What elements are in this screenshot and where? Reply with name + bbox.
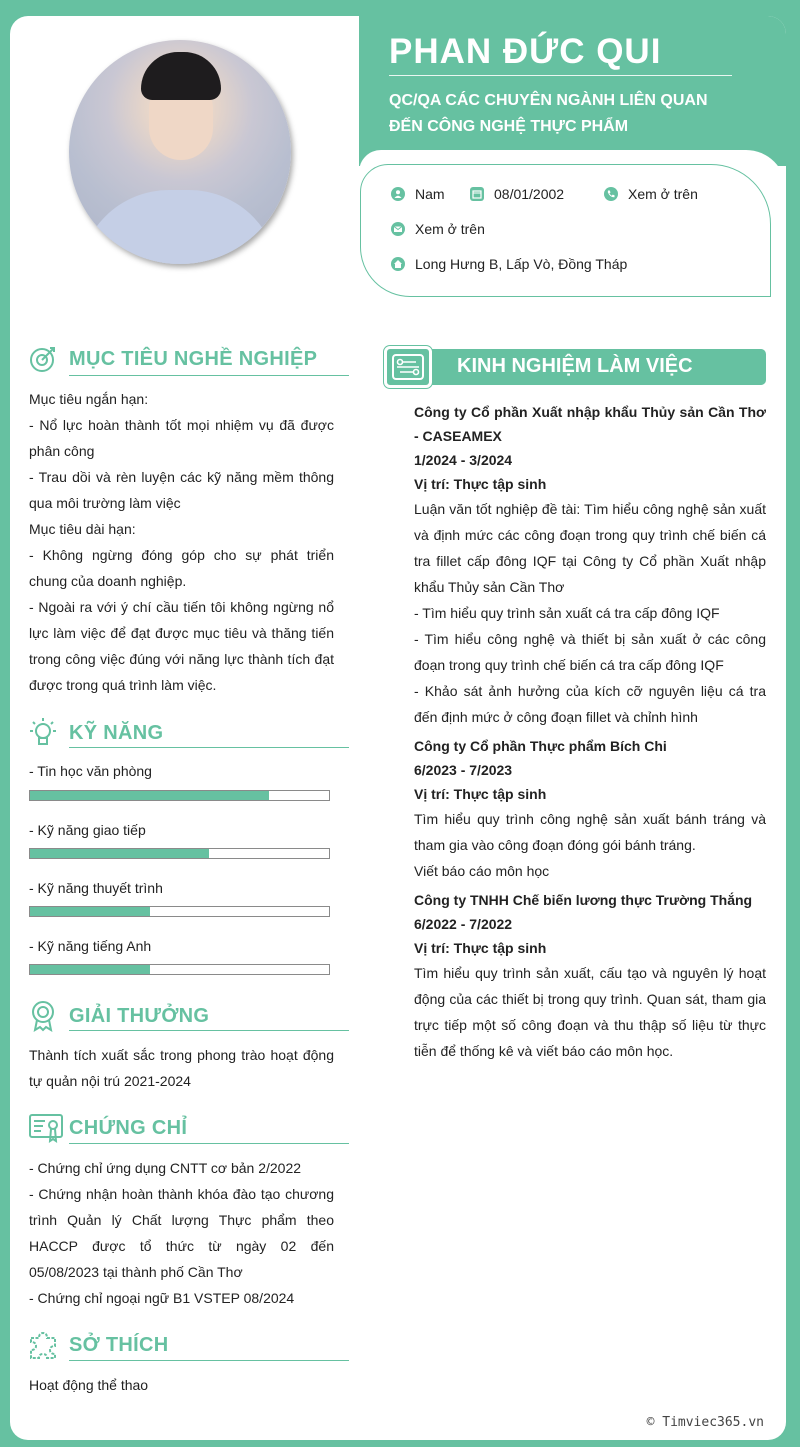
certificates-heading: CHỨNG CHỈ: [29, 1113, 187, 1143]
skill-bar: [29, 964, 330, 975]
skill-bar: [29, 906, 330, 917]
medal-icon: [29, 1000, 57, 1032]
experience-heading-bar: [384, 349, 766, 385]
objective-text: [29, 386, 334, 698]
avatar: [69, 40, 291, 264]
skill-label: - Kỹ năng thuyết trình: [29, 880, 163, 896]
job-item: [414, 888, 766, 1064]
job-period: 1/2024 - 3/2024: [414, 452, 513, 468]
calendar-icon: [470, 187, 484, 201]
skill-label: - Tin học văn phòng: [29, 763, 152, 779]
job-position: Vị trí: Thực tập sinh: [414, 476, 547, 492]
workflow-icon: [384, 346, 432, 388]
job-detail: - Tìm hiểu quy trình sản xuất cá tra cấp đông IQF: [414, 605, 720, 621]
email-value: Xem ở trên: [415, 221, 485, 237]
job-detail: Luận văn tốt nghiệp đề tài: Tìm hiểu công nghệ sản xuất và định mức các công đoạn trong quy trình chế biến cá tra fillet cấp đông IQF tại Công ty Cổ phần Xuất nhập khẩu Thủy sản Cần Thơ: [414, 501, 766, 595]
skills-heading: KỸ NĂNG: [29, 717, 163, 749]
certificate-icon: [29, 1113, 63, 1143]
skills-divider: [69, 747, 349, 748]
job-company: Công ty TNHH Chế biến lương thực Trường Thắng: [414, 892, 753, 908]
hobbies-divider: [69, 1360, 349, 1361]
name-divider: [389, 75, 732, 76]
dob-row: [470, 186, 564, 202]
awards-heading: GIẢI THƯỞNG: [29, 1000, 209, 1032]
email-row: [391, 221, 485, 237]
job-company: Công ty Cổ phần Xuất nhập khẩu Thủy sản Cần Thơ - CASEAMEX: [414, 404, 766, 444]
objective-heading: MỤC TIÊU NGHỀ NGHIỆP: [29, 345, 317, 373]
job-detail: Tìm hiểu quy trình công nghệ sản xuất bánh tráng và tham gia vào công đoạn đóng gói bánh tráng.: [414, 811, 766, 853]
phone-value: Xem ở trên: [628, 186, 698, 202]
objective-line: - Nổ lực hoàn thành tốt mọi nhiệm vụ đã được phân công: [29, 417, 334, 459]
job-detail: - Khảo sát ảnh hưởng của kích cỡ nguyên liệu cá tra đến định mức ở công đoạn fillet và chỉnh hình: [414, 683, 766, 725]
skill-bar-fill: [30, 791, 269, 800]
contact-info-box: [360, 164, 771, 297]
phone-icon: [604, 187, 618, 201]
objective-line: Mục tiêu ngắn hạn:: [29, 391, 149, 407]
footer-credit: © Timviec365.vn: [646, 1415, 764, 1430]
job-item: [414, 400, 766, 730]
job-detail: Viết báo cáo môn học: [414, 863, 550, 879]
objective-divider: [69, 375, 349, 376]
experience-heading: KINH NGHIỆM LÀM VIỆC: [457, 355, 693, 377]
gender-value: Nam: [415, 186, 445, 202]
hobbies-heading: SỞ THÍCH: [29, 1330, 168, 1360]
skill-label: - Kỹ năng giao tiếp: [29, 822, 146, 838]
address-value: Long Hưng B, Lấp Vò, Đồng Tháp: [415, 256, 628, 272]
home-icon: [391, 257, 405, 271]
target-icon: [29, 345, 57, 373]
skill-label: - Kỹ năng tiếng Anh: [29, 938, 152, 954]
skill-bar-fill: [30, 965, 150, 974]
skill-bar-fill: [30, 849, 209, 858]
objective-line: - Ngoài ra với ý chí cầu tiến tôi không ngừng nổ lực làm việc để đạt được mục tiêu và thăng tiến trong công việc đúng với năng lực thành tích đạt được trong quá trình làm việc.: [29, 599, 334, 693]
certificate-line: - Chứng chỉ ứng dụng CNTT cơ bản 2/2022: [29, 1160, 302, 1176]
awards-text: Thành tích xuất sắc trong phong trào hoạt động tự quản nội trú 2021-2024: [29, 1047, 334, 1089]
gender-row: [391, 186, 445, 202]
job-period: 6/2023 - 7/2023: [414, 762, 513, 778]
mail-icon: [391, 222, 405, 236]
person-icon: [391, 187, 405, 201]
job-position: Vị trí: Thực tập sinh: [414, 940, 547, 956]
candidate-name: PHAN ĐỨC QUI: [389, 32, 662, 71]
objective-line: - Trau dồi và rèn luyện các kỹ năng mềm thông qua môi trường làm việc: [29, 469, 334, 511]
certificates-text: [29, 1155, 334, 1311]
job-title: QC/QA CÁC CHUYÊN NGÀNH LIÊN QUAN ĐẾN CÔNG NGHỆ THỰC PHẨM: [389, 92, 708, 135]
objective-line: - Không ngừng đóng góp cho sự phát triển chung của doanh nghiệp.: [29, 547, 334, 589]
certificate-line: - Chứng nhận hoàn thành khóa đào tạo chương trình Quản lý Chất lượng Thực phẩm theo HACCP được tổ thức từ ngày 02 đến 05/08/2023 tại thành phố Cần Thơ: [29, 1186, 334, 1280]
puzzle-icon: [29, 1330, 59, 1360]
skill-bar-fill: [30, 907, 150, 916]
address-row: [391, 256, 627, 272]
lightbulb-icon: [29, 717, 57, 749]
job-period: 6/2022 - 7/2022: [414, 916, 513, 932]
experience-list: [414, 400, 766, 1064]
hobbies-text: Hoạt động thể thao: [29, 1377, 149, 1393]
phone-row: [604, 186, 698, 202]
skill-bar: [29, 848, 330, 859]
job-detail: - Tìm hiểu công nghệ và thiết bị sản xuất ở các công đoạn trong quy trình chế biến cá tra cấp đông IQF: [414, 631, 766, 673]
job-company: Công ty Cổ phần Thực phẩm Bích Chi: [414, 738, 667, 754]
job-position: Vị trí: Thực tập sinh: [414, 786, 547, 802]
cv-page: [10, 16, 786, 1440]
job-item: [414, 734, 766, 884]
certificate-line: - Chứng chỉ ngoại ngữ B1 VSTEP 08/2024: [29, 1290, 295, 1306]
skill-bar: [29, 790, 330, 801]
awards-divider: [69, 1030, 349, 1031]
dob-value: 08/01/2002: [494, 186, 565, 202]
certificates-divider: [69, 1143, 349, 1144]
objective-line: Mục tiêu dài hạn:: [29, 521, 136, 537]
job-detail: Tìm hiểu quy trình sản xuất, cấu tạo và nguyên lý hoạt động của các thiết bị trong quy trình. Quan sát, tham gia trực tiếp một số công đoạn và thu thập số liệu từ thực tiễn để thống kê và viết báo cáo môn học.: [414, 965, 766, 1059]
